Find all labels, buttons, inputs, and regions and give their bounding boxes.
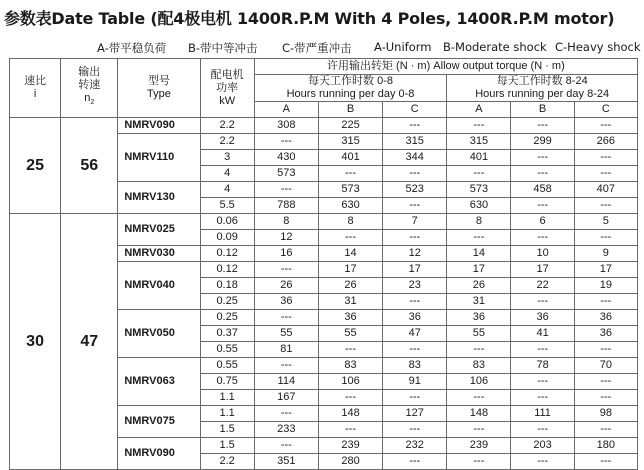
power-cell: 1.1 xyxy=(200,406,254,422)
torque-cell: 12 xyxy=(254,230,318,246)
page-title: 参数表Date Table (配4极电机 1400R.P.M With 4 Poles, 1400R.P.M motor) xyxy=(4,9,615,28)
torque-cell: 458 xyxy=(511,182,574,198)
torque-cell: 36 xyxy=(574,310,637,326)
torque-cell: 280 xyxy=(318,454,382,470)
power-cell: 2.2 xyxy=(200,118,254,134)
torque-cell: 401 xyxy=(318,150,382,166)
torque-cell: 106 xyxy=(318,374,382,390)
power-header: 配电机 功率 kW xyxy=(200,59,254,118)
torque-cell: --- xyxy=(383,294,447,310)
torque-cell: --- xyxy=(318,166,382,182)
torque-cell: --- xyxy=(447,422,511,438)
legend-a-en: A-Uniform xyxy=(374,40,432,54)
model-cell: NMRV110 xyxy=(118,134,200,182)
torque-cell: --- xyxy=(447,342,511,358)
torque-cell: 36 xyxy=(318,310,382,326)
power-cell: 0.75 xyxy=(200,374,254,390)
torque-cell: 308 xyxy=(254,118,318,134)
torque-cell: 239 xyxy=(447,438,511,454)
torque-cell: 344 xyxy=(383,150,447,166)
torque-cell: 31 xyxy=(318,294,382,310)
torque-cell: 22 xyxy=(511,278,574,294)
torque-cell: 630 xyxy=(318,198,382,214)
type-header: 型号 Type xyxy=(118,59,200,118)
table-header xyxy=(10,59,638,118)
torque-cell: --- xyxy=(511,150,574,166)
speed-header: 输出 转速 $n_2$ xyxy=(61,59,118,118)
torque-cell: --- xyxy=(511,198,574,214)
model-cell: NMRV130 xyxy=(118,182,200,214)
power-cell: 1.5 xyxy=(200,438,254,454)
torque-cell: 26 xyxy=(254,278,318,294)
torque-cell: --- xyxy=(511,230,574,246)
ratio-cell: 30 xyxy=(10,214,61,470)
torque-cell: 19 xyxy=(574,278,637,294)
col-header-b: B xyxy=(318,102,382,118)
torque-cell: 7 xyxy=(383,214,447,230)
torque-cell: 401 xyxy=(447,150,511,166)
torque-cell: 83 xyxy=(447,358,511,374)
legend-a-cn: A-带平稳负荷 xyxy=(97,41,167,55)
torque-cell: --- xyxy=(574,374,637,390)
torque-cell: 111 xyxy=(511,406,574,422)
model-cell: NMRV063 xyxy=(118,358,200,406)
power-cell: 4 xyxy=(200,166,254,182)
torque-cell: --- xyxy=(383,422,447,438)
torque-cell: --- xyxy=(318,422,382,438)
torque-cell: 36 xyxy=(383,310,447,326)
torque-cell: 114 xyxy=(254,374,318,390)
torque-cell: 233 xyxy=(254,422,318,438)
torque-cell: --- xyxy=(511,342,574,358)
model-cell: NMRV090 xyxy=(118,118,200,134)
torque-cell: --- xyxy=(254,134,318,150)
torque-cell: 83 xyxy=(318,358,382,374)
torque-header: 许用输出转矩 (N · m) Allow output torque (N · m) xyxy=(254,59,637,75)
torque-cell: --- xyxy=(254,262,318,278)
model-cell: NMRV030 xyxy=(118,246,200,262)
col-header-c: C xyxy=(574,102,637,118)
torque-cell: --- xyxy=(318,342,382,358)
torque-cell: 8 xyxy=(254,214,318,230)
ratio-header: 速比 i xyxy=(10,59,61,118)
torque-cell: 10 xyxy=(511,246,574,262)
torque-cell: --- xyxy=(574,422,637,438)
torque-cell: 47 xyxy=(383,326,447,342)
torque-cell: 98 xyxy=(574,406,637,422)
torque-cell: 36 xyxy=(574,326,637,342)
power-cell: 0.25 xyxy=(200,310,254,326)
torque-cell: --- xyxy=(511,422,574,438)
torque-cell: 23 xyxy=(383,278,447,294)
torque-cell: 430 xyxy=(254,150,318,166)
torque-cell: 17 xyxy=(511,262,574,278)
torque-cell: --- xyxy=(383,166,447,182)
torque-cell: --- xyxy=(511,166,574,182)
ratio-cell: 25 xyxy=(10,118,61,214)
torque-cell: 232 xyxy=(383,438,447,454)
torque-cell: 70 xyxy=(574,358,637,374)
torque-cell: --- xyxy=(447,454,511,470)
torque-cell: --- xyxy=(574,118,637,134)
torque-cell: --- xyxy=(574,342,637,358)
torque-cell: 55 xyxy=(318,326,382,342)
torque-cell: 407 xyxy=(574,182,637,198)
power-cell: 1.1 xyxy=(200,390,254,406)
power-cell: 0.55 xyxy=(200,342,254,358)
torque-cell: --- xyxy=(318,230,382,246)
torque-cell: 127 xyxy=(383,406,447,422)
power-cell: 2.2 xyxy=(200,134,254,150)
torque-cell: --- xyxy=(574,230,637,246)
model-cell: NMRV090 xyxy=(118,438,200,470)
torque-cell: 315 xyxy=(447,134,511,150)
torque-cell: 5 xyxy=(574,214,637,230)
legend-b-cn: B-带中等冲击 xyxy=(188,41,258,55)
torque-cell: --- xyxy=(574,166,637,182)
torque-cell: --- xyxy=(383,454,447,470)
col-header-c: C xyxy=(383,102,447,118)
torque-cell: --- xyxy=(383,198,447,214)
torque-cell: --- xyxy=(447,230,511,246)
torque-cell: --- xyxy=(574,390,637,406)
torque-cell: 55 xyxy=(254,326,318,342)
torque-cell: --- xyxy=(447,390,511,406)
torque-cell: 81 xyxy=(254,342,318,358)
power-cell: 3 xyxy=(200,150,254,166)
torque-cell: --- xyxy=(383,342,447,358)
power-cell: 5.5 xyxy=(200,198,254,214)
torque-cell: --- xyxy=(574,150,637,166)
torque-cell: 148 xyxy=(318,406,382,422)
torque-cell: 573 xyxy=(254,166,318,182)
torque-cell: 573 xyxy=(318,182,382,198)
table-row xyxy=(10,214,638,230)
torque-cell: --- xyxy=(318,390,382,406)
torque-cell: 180 xyxy=(574,438,637,454)
torque-cell: 17 xyxy=(383,262,447,278)
torque-cell: --- xyxy=(254,438,318,454)
torque-cell: --- xyxy=(254,310,318,326)
torque-cell: 91 xyxy=(383,374,447,390)
table-row xyxy=(10,118,638,134)
hours-8-24-header: 每天工作时数 8-24 Hours running per day 8-24 xyxy=(447,75,638,102)
torque-cell: 225 xyxy=(318,118,382,134)
torque-cell: 31 xyxy=(447,294,511,310)
power-cell: 0.18 xyxy=(200,278,254,294)
torque-cell: 148 xyxy=(447,406,511,422)
torque-cell: 16 xyxy=(254,246,318,262)
torque-cell: 26 xyxy=(447,278,511,294)
torque-cell: 8 xyxy=(447,214,511,230)
legend-c-cn: C-带严重冲击 xyxy=(282,41,352,55)
torque-cell: 630 xyxy=(447,198,511,214)
torque-cell: 14 xyxy=(447,246,511,262)
legend-c-en: C-Heavy shock xyxy=(555,40,641,54)
col-header-a: A xyxy=(254,102,318,118)
torque-cell: 55 xyxy=(447,326,511,342)
torque-cell: 266 xyxy=(574,134,637,150)
torque-cell: --- xyxy=(447,118,511,134)
torque-cell: 14 xyxy=(318,246,382,262)
power-cell: 0.12 xyxy=(200,262,254,278)
torque-cell: 788 xyxy=(254,198,318,214)
torque-cell: 573 xyxy=(447,182,511,198)
torque-cell: 203 xyxy=(511,438,574,454)
torque-cell: --- xyxy=(574,198,637,214)
torque-cell: 299 xyxy=(511,134,574,150)
torque-cell: 315 xyxy=(383,134,447,150)
torque-cell: 106 xyxy=(447,374,511,390)
torque-cell: --- xyxy=(511,454,574,470)
torque-cell: 17 xyxy=(318,262,382,278)
col-header-b: B xyxy=(511,102,574,118)
power-cell: 1.5 xyxy=(200,422,254,438)
torque-cell: 78 xyxy=(511,358,574,374)
torque-cell: 523 xyxy=(383,182,447,198)
torque-cell: 36 xyxy=(254,294,318,310)
power-cell: 0.25 xyxy=(200,294,254,310)
hours-0-8-header: 每天工作时数 0-8 Hours running per day 0-8 xyxy=(254,75,447,102)
torque-cell: 26 xyxy=(318,278,382,294)
model-cell: NMRV040 xyxy=(118,262,200,310)
torque-cell: 351 xyxy=(254,454,318,470)
torque-cell: --- xyxy=(511,390,574,406)
torque-cell: 315 xyxy=(318,134,382,150)
speed-cell: 47 xyxy=(61,214,118,470)
torque-cell: --- xyxy=(383,118,447,134)
torque-cell: --- xyxy=(511,118,574,134)
torque-cell: --- xyxy=(511,374,574,390)
power-cell: 2.2 xyxy=(200,454,254,470)
torque-cell: 8 xyxy=(318,214,382,230)
torque-cell: 83 xyxy=(383,358,447,374)
speed-cell: 56 xyxy=(61,118,118,214)
torque-cell: --- xyxy=(254,358,318,374)
torque-cell: 36 xyxy=(511,310,574,326)
torque-cell: 9 xyxy=(574,246,637,262)
power-cell: 0.12 xyxy=(200,246,254,262)
torque-cell: 167 xyxy=(254,390,318,406)
torque-cell: 41 xyxy=(511,326,574,342)
power-cell: 4 xyxy=(200,182,254,198)
torque-cell: --- xyxy=(254,182,318,198)
table-body xyxy=(10,118,638,470)
col-header-a: A xyxy=(447,102,511,118)
model-cell: NMRV025 xyxy=(118,214,200,246)
torque-cell: --- xyxy=(254,406,318,422)
power-cell: 0.09 xyxy=(200,230,254,246)
torque-cell: --- xyxy=(447,166,511,182)
torque-cell: 12 xyxy=(383,246,447,262)
torque-cell: --- xyxy=(511,294,574,310)
power-cell: 0.55 xyxy=(200,358,254,374)
data-table xyxy=(9,58,638,470)
torque-cell: 36 xyxy=(447,310,511,326)
torque-cell: --- xyxy=(574,294,637,310)
torque-cell: --- xyxy=(574,454,637,470)
legend-b-en: B-Moderate shock xyxy=(443,40,547,54)
model-cell: NMRV050 xyxy=(118,310,200,358)
torque-cell: 17 xyxy=(447,262,511,278)
torque-cell: --- xyxy=(383,230,447,246)
torque-cell: 17 xyxy=(574,262,637,278)
model-cell: NMRV075 xyxy=(118,406,200,438)
torque-cell: 6 xyxy=(511,214,574,230)
torque-cell: --- xyxy=(383,390,447,406)
torque-cell: 239 xyxy=(318,438,382,454)
power-cell: 0.06 xyxy=(200,214,254,230)
power-cell: 0.37 xyxy=(200,326,254,342)
